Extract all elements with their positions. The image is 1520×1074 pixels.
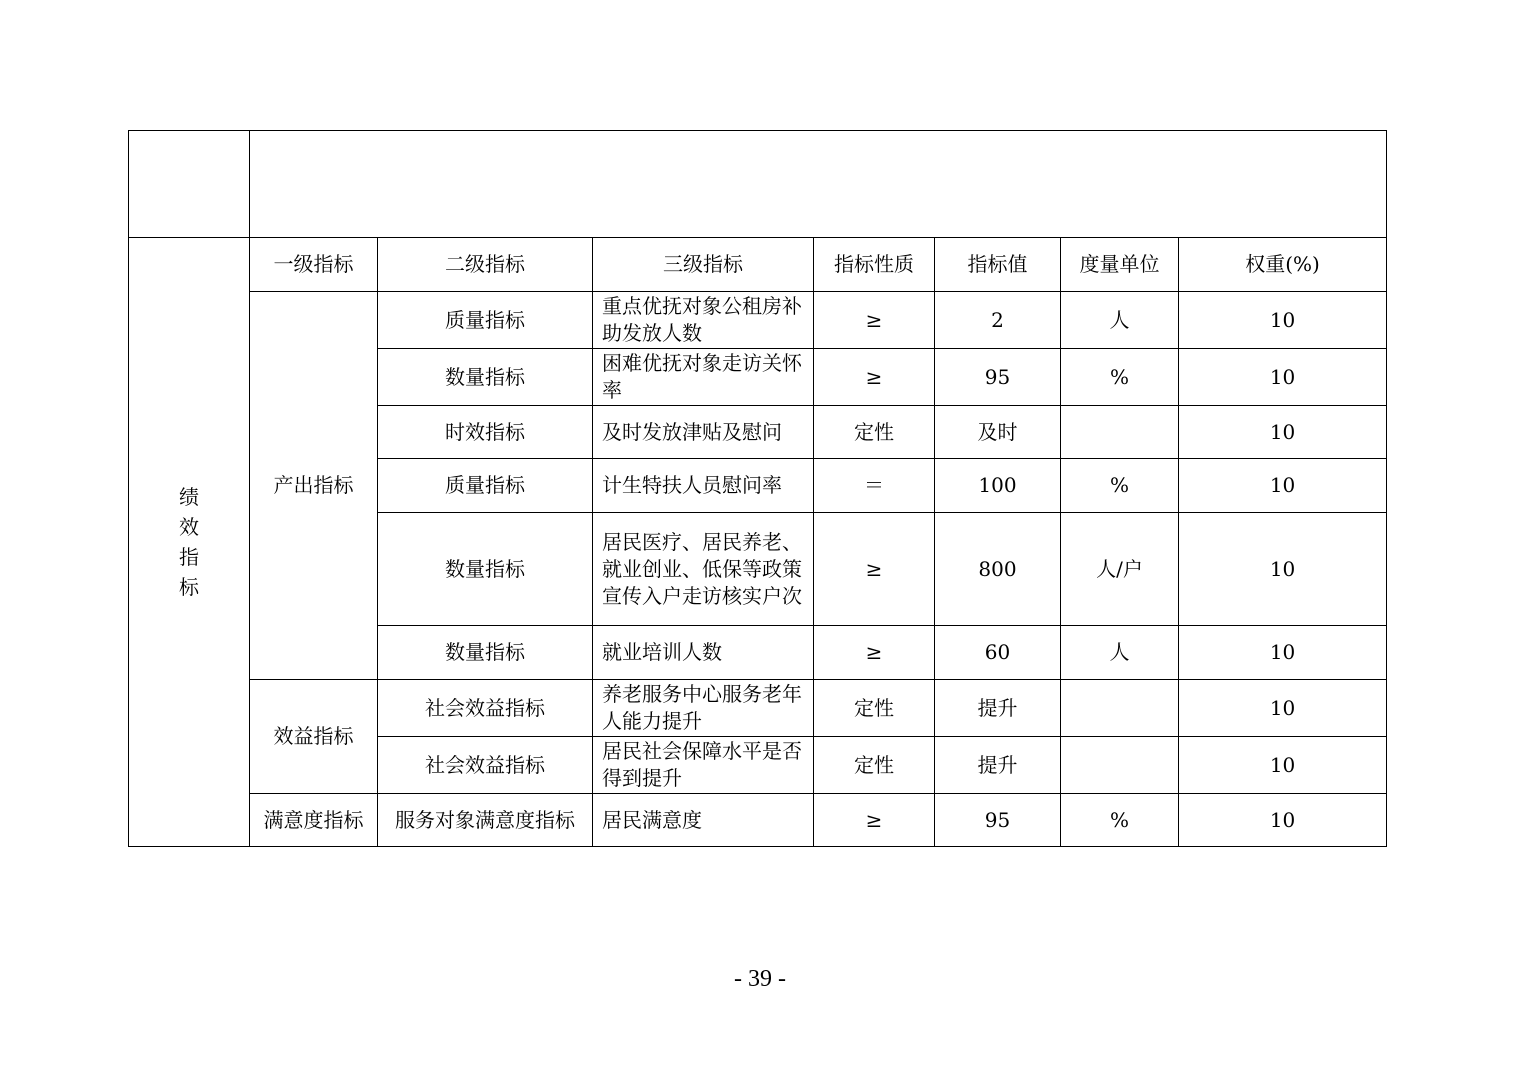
cell-nature: ≥ bbox=[814, 626, 935, 680]
cell-unit: % bbox=[1061, 459, 1179, 513]
cell-weight: 10 bbox=[1179, 292, 1387, 349]
cell-level2: 质量指标 bbox=[378, 459, 593, 513]
header-unit: 度量单位 bbox=[1061, 238, 1179, 292]
cell-level2: 数量指标 bbox=[378, 626, 593, 680]
cell-value: 提升 bbox=[935, 737, 1061, 794]
blank-wide-cell bbox=[250, 131, 1387, 238]
cell-value: 及时 bbox=[935, 406, 1061, 459]
cell-weight: 10 bbox=[1179, 459, 1387, 513]
cell-value: 95 bbox=[935, 794, 1061, 847]
cell-value: 95 bbox=[935, 349, 1061, 406]
table-row bbox=[129, 794, 1387, 847]
cell-level2: 服务对象满意度指标 bbox=[378, 794, 593, 847]
performance-indicator-table bbox=[128, 130, 1387, 847]
cell-level2: 社会效益指标 bbox=[378, 680, 593, 737]
side-label-char: 标 bbox=[179, 575, 199, 599]
table-row bbox=[129, 680, 1387, 737]
page-number: - 39 - bbox=[734, 966, 786, 992]
cell-weight: 10 bbox=[1179, 626, 1387, 680]
cell-unit bbox=[1061, 737, 1179, 794]
cell-nature: ≥ bbox=[814, 513, 935, 626]
header-nature: 指标性质 bbox=[814, 238, 935, 292]
cell-unit: 人 bbox=[1061, 292, 1179, 349]
cell-level2: 数量指标 bbox=[378, 513, 593, 626]
cell-level3: 困难优抚对象走访关怀率 bbox=[593, 349, 814, 406]
group-benefit: 效益指标 bbox=[250, 680, 378, 794]
cell-unit: % bbox=[1061, 794, 1179, 847]
cell-nature: ≥ bbox=[814, 292, 935, 349]
header-weight: 权重(%) bbox=[1179, 238, 1387, 292]
cell-value: 60 bbox=[935, 626, 1061, 680]
cell-unit: 人 bbox=[1061, 626, 1179, 680]
group-satisfaction: 满意度指标 bbox=[250, 794, 378, 847]
header-level3: 三级指标 bbox=[593, 238, 814, 292]
table-row bbox=[129, 292, 1387, 349]
cell-weight: 10 bbox=[1179, 406, 1387, 459]
blank-top-row bbox=[129, 131, 1387, 238]
blank-cell bbox=[129, 131, 250, 238]
cell-level3: 居民满意度 bbox=[593, 794, 814, 847]
cell-level3: 居民医疗、居民养老、就业创业、低保等政策宣传入户走访核实户次 bbox=[593, 513, 814, 626]
cell-level3: 居民社会保障水平是否得到提升 bbox=[593, 737, 814, 794]
side-label-char: 效 bbox=[179, 515, 199, 539]
cell-weight: 10 bbox=[1179, 349, 1387, 406]
cell-nature: ≥ bbox=[814, 794, 935, 847]
cell-unit: % bbox=[1061, 349, 1179, 406]
cell-level3: 重点优抚对象公租房补助发放人数 bbox=[593, 292, 814, 349]
cell-nature: 定性 bbox=[814, 737, 935, 794]
performance-indicator-label bbox=[129, 238, 250, 847]
cell-level3: 养老服务中心服务老年人能力提升 bbox=[593, 680, 814, 737]
cell-nature: 定性 bbox=[814, 680, 935, 737]
cell-level3: 计生特扶人员慰问率 bbox=[593, 459, 814, 513]
header-level2: 二级指标 bbox=[378, 238, 593, 292]
cell-level3: 就业培训人数 bbox=[593, 626, 814, 680]
header-level1: 一级指标 bbox=[250, 238, 378, 292]
cell-level2: 数量指标 bbox=[378, 349, 593, 406]
cell-nature: ≥ bbox=[814, 349, 935, 406]
side-label-char: 指 bbox=[179, 545, 199, 569]
cell-level2: 社会效益指标 bbox=[378, 737, 593, 794]
header-value: 指标值 bbox=[935, 238, 1061, 292]
cell-level2: 时效指标 bbox=[378, 406, 593, 459]
group-output: 产出指标 bbox=[250, 292, 378, 680]
header-row bbox=[129, 238, 1387, 292]
cell-unit bbox=[1061, 406, 1179, 459]
cell-nature: ＝ bbox=[814, 459, 935, 513]
cell-unit bbox=[1061, 680, 1179, 737]
cell-value: 提升 bbox=[935, 680, 1061, 737]
cell-weight: 10 bbox=[1179, 680, 1387, 737]
side-label-char: 绩 bbox=[179, 485, 199, 509]
cell-value: 100 bbox=[935, 459, 1061, 513]
cell-unit: 人/户 bbox=[1061, 513, 1179, 626]
cell-value: 800 bbox=[935, 513, 1061, 626]
cell-weight: 10 bbox=[1179, 513, 1387, 626]
cell-level2: 质量指标 bbox=[378, 292, 593, 349]
cell-weight: 10 bbox=[1179, 794, 1387, 847]
cell-value: 2 bbox=[935, 292, 1061, 349]
cell-weight: 10 bbox=[1179, 737, 1387, 794]
cell-level3: 及时发放津贴及慰问 bbox=[593, 406, 814, 459]
cell-nature: 定性 bbox=[814, 406, 935, 459]
